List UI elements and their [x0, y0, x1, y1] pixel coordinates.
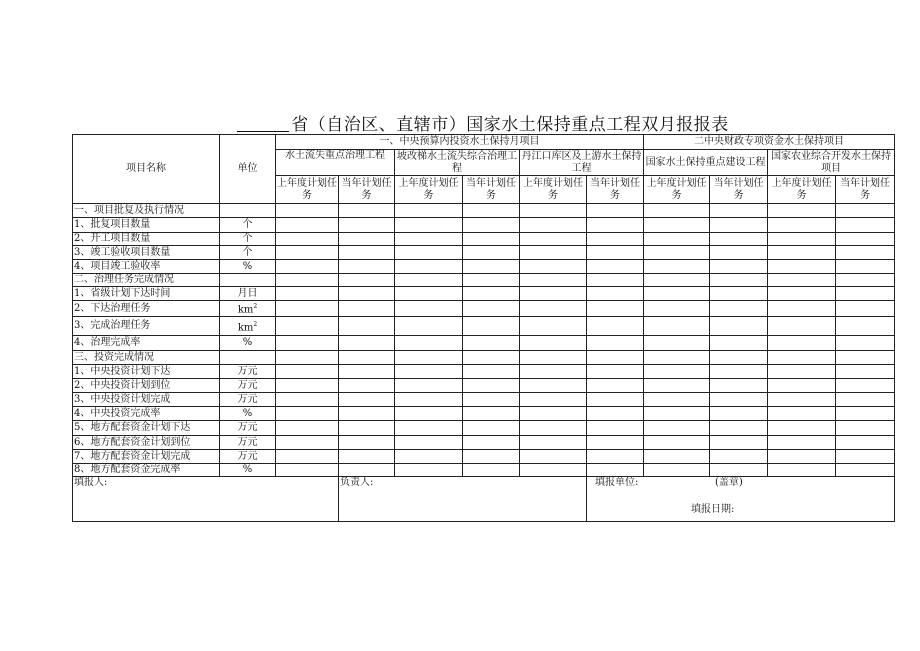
data-cell[interactable]	[276, 464, 339, 477]
data-cell[interactable]	[395, 246, 463, 260]
data-cell[interactable]	[644, 274, 710, 287]
data-cell[interactable]	[463, 421, 520, 436]
row-unit	[220, 450, 276, 464]
data-cell[interactable]	[339, 218, 395, 233]
title-text: 省（自治区、直辖市）国家水土保持重点工程双月报报表	[291, 115, 729, 135]
data-cell[interactable]	[710, 436, 768, 450]
data-cell[interactable]	[587, 393, 644, 407]
header-item-name: 项目名称	[73, 135, 220, 204]
table-row	[73, 204, 895, 218]
data-cell[interactable]	[836, 407, 895, 421]
data-cell[interactable]	[339, 246, 395, 260]
header-project-3: 丹江口库区及上游水土保持工程	[520, 150, 644, 176]
row-unit-text: 个	[242, 246, 253, 258]
data-cell[interactable]	[463, 246, 520, 260]
data-cell[interactable]	[768, 317, 836, 336]
data-cell[interactable]	[463, 260, 520, 274]
data-cell[interactable]	[644, 218, 710, 233]
row-unit-sup: 2	[253, 320, 258, 328]
data-cell[interactable]	[339, 336, 395, 351]
row-unit-sup: 2	[253, 303, 258, 310]
data-cell[interactable]	[395, 260, 463, 274]
data-cell[interactable]	[644, 407, 710, 421]
row-unit-text: %	[242, 407, 253, 419]
header-group-1: 一、中央预算内投资水土保持月项目	[276, 135, 644, 150]
data-cell[interactable]	[836, 379, 895, 393]
row-unit-text: 个	[242, 219, 253, 230]
table-row	[73, 407, 895, 421]
data-cell[interactable]	[587, 336, 644, 351]
data-cell[interactable]	[710, 260, 768, 274]
row-unit	[220, 204, 276, 218]
data-cell[interactable]	[836, 274, 895, 287]
data-cell[interactable]	[463, 287, 520, 301]
data-cell[interactable]	[644, 365, 710, 379]
row-unit	[220, 336, 276, 351]
data-cell[interactable]	[587, 287, 644, 301]
data-cell[interactable]	[276, 365, 339, 379]
data-cell[interactable]	[395, 407, 463, 421]
data-cell[interactable]	[520, 301, 587, 317]
row-name: 4、中央投资完成率	[73, 407, 220, 421]
data-cell[interactable]	[520, 393, 587, 407]
row-unit-text: 万元	[237, 450, 258, 462]
data-cell[interactable]	[395, 393, 463, 407]
row-name: 1、中央投资计划下达	[73, 365, 220, 379]
province-blank	[237, 115, 289, 132]
data-cell[interactable]	[644, 436, 710, 450]
data-cell[interactable]	[768, 464, 836, 477]
data-cell[interactable]	[644, 260, 710, 274]
data-cell[interactable]	[644, 233, 710, 246]
row-unit	[220, 464, 276, 477]
data-cell[interactable]	[587, 450, 644, 464]
data-cell[interactable]	[768, 233, 836, 246]
row-name: 1、批复项目数量	[73, 218, 220, 233]
data-cell[interactable]	[395, 365, 463, 379]
data-cell[interactable]	[710, 218, 768, 233]
header-project-4: 国家水土保持重点建设工程	[644, 150, 768, 176]
row-unit	[220, 260, 276, 274]
row-unit	[220, 407, 276, 421]
data-cell[interactable]	[768, 204, 836, 218]
header-year-task-1: 上年度计划任务	[276, 176, 339, 204]
data-cell[interactable]	[463, 450, 520, 464]
header-curr-task-3: 当年计划任务	[587, 176, 644, 204]
row-name: 3、竣工验收项目数量	[73, 246, 220, 260]
data-cell[interactable]	[276, 233, 339, 246]
data-cell[interactable]	[587, 436, 644, 450]
data-cell[interactable]	[836, 393, 895, 407]
data-cell[interactable]	[520, 351, 587, 365]
data-cell[interactable]	[768, 450, 836, 464]
row-unit	[220, 287, 276, 301]
row-unit	[220, 246, 276, 260]
row-unit-text: 万元	[237, 365, 258, 377]
row-unit	[220, 351, 276, 365]
header-year-task-3: 上年度计划任务	[520, 176, 587, 204]
data-cell[interactable]	[836, 450, 895, 464]
data-cell[interactable]	[395, 233, 463, 246]
data-cell[interactable]	[463, 379, 520, 393]
data-cell[interactable]	[768, 393, 836, 407]
data-cell[interactable]	[276, 336, 339, 351]
table-row	[73, 421, 895, 436]
row-name: 4、项目竣工验收率	[73, 260, 220, 274]
data-cell[interactable]	[836, 317, 895, 336]
data-cell[interactable]	[768, 260, 836, 274]
data-cell[interactable]	[276, 351, 339, 365]
data-cell[interactable]	[395, 351, 463, 365]
data-cell[interactable]	[836, 421, 895, 436]
data-cell[interactable]	[768, 365, 836, 379]
table-row	[73, 393, 895, 407]
header-project-2: 坡改梯水土流失综合治理工程	[395, 150, 520, 176]
row-unit	[220, 393, 276, 407]
data-cell[interactable]	[836, 351, 895, 365]
data-cell[interactable]	[836, 204, 895, 218]
data-cell[interactable]	[339, 436, 395, 450]
data-cell[interactable]	[463, 204, 520, 218]
data-cell[interactable]	[276, 379, 339, 393]
data-cell[interactable]	[395, 274, 463, 287]
header-group-2: 二中央财政专项资金水土保持项目	[644, 135, 895, 150]
unit-cell	[587, 477, 895, 522]
data-cell[interactable]	[520, 407, 587, 421]
data-cell[interactable]	[276, 317, 339, 336]
data-cell[interactable]	[710, 301, 768, 317]
row-unit-text: 个	[242, 233, 253, 244]
data-cell[interactable]	[836, 246, 895, 260]
row-name: 2、下达治理任务	[73, 301, 220, 317]
row-unit-text: %	[242, 337, 253, 349]
table-row	[73, 233, 895, 246]
row-unit-text: 万元	[237, 422, 258, 434]
data-cell[interactable]	[276, 436, 339, 450]
data-cell[interactable]	[587, 351, 644, 365]
header-unit: 单位	[220, 135, 276, 204]
responsible-cell	[339, 477, 587, 522]
data-cell[interactable]	[339, 379, 395, 393]
data-cell[interactable]	[339, 204, 395, 218]
data-cell[interactable]	[339, 274, 395, 287]
table-row	[73, 246, 895, 260]
data-cell[interactable]	[768, 301, 836, 317]
data-cell[interactable]	[710, 246, 768, 260]
data-cell[interactable]	[339, 407, 395, 421]
header-curr-task-5: 当年计划任务	[836, 176, 895, 204]
data-cell[interactable]	[520, 450, 587, 464]
header-row-1	[73, 135, 895, 150]
data-cell[interactable]	[395, 421, 463, 436]
data-cell[interactable]	[520, 336, 587, 351]
row-unit	[220, 421, 276, 436]
data-cell[interactable]	[644, 450, 710, 464]
data-cell[interactable]	[339, 351, 395, 365]
report-title	[72, 110, 894, 135]
data-cell[interactable]	[395, 379, 463, 393]
header-curr-task-2: 当年计划任务	[463, 176, 520, 204]
data-cell[interactable]	[710, 393, 768, 407]
table-row	[73, 301, 895, 317]
header-project-5: 国家农业综合开发水土保持项目	[768, 150, 895, 176]
data-cell[interactable]	[587, 379, 644, 393]
data-cell[interactable]	[836, 260, 895, 274]
data-cell[interactable]	[587, 365, 644, 379]
data-cell[interactable]	[587, 274, 644, 287]
header-year-task-5: 上年度计划任务	[768, 176, 836, 204]
data-cell[interactable]	[395, 336, 463, 351]
data-cell[interactable]	[587, 317, 644, 336]
row-name: 二、治理任务完成情况	[73, 274, 220, 287]
data-cell[interactable]	[710, 336, 768, 351]
table-row	[73, 287, 895, 301]
data-cell[interactable]	[587, 246, 644, 260]
data-cell[interactable]	[587, 218, 644, 233]
data-cell[interactable]	[644, 351, 710, 365]
data-cell[interactable]	[339, 365, 395, 379]
data-cell[interactable]	[463, 351, 520, 365]
data-cell[interactable]	[395, 301, 463, 317]
data-cell[interactable]	[644, 379, 710, 393]
row-name: 6、地方配套资金计划到位	[73, 436, 220, 450]
data-cell[interactable]	[339, 287, 395, 301]
row-unit	[220, 436, 276, 450]
row-unit	[220, 301, 276, 317]
data-cell[interactable]	[276, 301, 339, 317]
row-name: 2、开工项目数量	[73, 233, 220, 246]
data-cell[interactable]	[587, 260, 644, 274]
table-row	[73, 260, 895, 274]
data-cell[interactable]	[463, 336, 520, 351]
data-cell[interactable]	[644, 421, 710, 436]
data-cell[interactable]	[710, 274, 768, 287]
data-cell[interactable]	[710, 407, 768, 421]
data-cell[interactable]	[520, 218, 587, 233]
data-cell[interactable]	[710, 351, 768, 365]
row-unit-text: 万元	[237, 393, 258, 405]
table-row	[73, 317, 895, 336]
row-name: 1、省级计划下达时间	[73, 287, 220, 301]
row-unit-text: 月日	[237, 287, 258, 299]
date-label: 填报日期:	[691, 504, 735, 516]
data-cell[interactable]	[710, 317, 768, 336]
data-cell[interactable]	[836, 301, 895, 317]
reporter-label: 填报人:	[74, 477, 108, 489]
data-cell[interactable]	[395, 287, 463, 301]
data-cell[interactable]	[463, 317, 520, 336]
row-unit	[220, 365, 276, 379]
data-cell[interactable]	[587, 301, 644, 317]
data-cell[interactable]	[463, 301, 520, 317]
data-cell[interactable]	[395, 204, 463, 218]
data-cell[interactable]	[587, 421, 644, 436]
row-unit	[220, 233, 276, 246]
data-cell[interactable]	[276, 274, 339, 287]
data-cell[interactable]	[644, 464, 710, 477]
data-cell[interactable]	[836, 436, 895, 450]
data-cell[interactable]	[339, 393, 395, 407]
data-cell[interactable]	[710, 287, 768, 301]
data-cell[interactable]	[339, 450, 395, 464]
data-cell[interactable]	[395, 317, 463, 336]
data-cell[interactable]	[276, 218, 339, 233]
header-year-task-2: 上年度计划任务	[395, 176, 463, 204]
row-unit-text: km	[237, 304, 254, 316]
seal-label: (盖章)	[715, 477, 743, 489]
data-cell[interactable]	[836, 365, 895, 379]
data-cell[interactable]	[276, 421, 339, 436]
row-unit	[220, 218, 276, 233]
data-cell[interactable]	[587, 464, 644, 477]
data-cell[interactable]	[463, 233, 520, 246]
data-cell[interactable]	[520, 365, 587, 379]
unit-label: 填报单位:	[595, 477, 639, 489]
table-row	[73, 365, 895, 379]
data-cell[interactable]	[836, 336, 895, 351]
header-curr-task-1: 当年计划任务	[339, 176, 395, 204]
data-cell[interactable]	[520, 287, 587, 301]
data-cell[interactable]	[520, 379, 587, 393]
data-cell[interactable]	[768, 436, 836, 450]
row-name: 3、完成治理任务	[73, 317, 220, 336]
data-cell[interactable]	[587, 233, 644, 246]
row-name: 7、地方配套资金计划完成	[73, 450, 220, 464]
data-cell[interactable]	[710, 421, 768, 436]
row-unit-text: km	[237, 321, 254, 333]
data-cell[interactable]	[710, 365, 768, 379]
data-cell[interactable]	[768, 336, 836, 351]
header-curr-task-4: 当年计划任务	[710, 176, 768, 204]
table-row	[73, 218, 895, 233]
header-year-task-4: 上年度计划任务	[644, 176, 710, 204]
data-cell[interactable]	[836, 287, 895, 301]
data-cell[interactable]	[768, 379, 836, 393]
row-name: 一、项目批复及执行情况	[73, 204, 220, 218]
data-cell[interactable]	[463, 218, 520, 233]
row-name: 5、地方配套资金计划下达	[73, 421, 220, 436]
row-unit-text: %	[242, 464, 253, 476]
data-cell[interactable]	[644, 204, 710, 218]
data-cell[interactable]	[276, 287, 339, 301]
data-cell[interactable]	[768, 351, 836, 365]
row-unit-text: 万元	[237, 379, 258, 391]
data-cell[interactable]	[644, 246, 710, 260]
data-cell[interactable]	[463, 436, 520, 450]
data-cell[interactable]	[339, 301, 395, 317]
data-cell[interactable]	[276, 260, 339, 274]
row-unit	[220, 274, 276, 287]
data-cell[interactable]	[587, 204, 644, 218]
data-cell[interactable]	[463, 274, 520, 287]
data-cell[interactable]	[276, 204, 339, 218]
row-unit-text: %	[242, 260, 253, 272]
header-project-1: 水土流失重点治理工程	[276, 150, 395, 176]
data-cell[interactable]	[768, 246, 836, 260]
table-row	[73, 436, 895, 450]
row-name: 2、中央投资计划到位	[73, 379, 220, 393]
data-cell[interactable]	[339, 317, 395, 336]
row-name: 3、中央投资计划完成	[73, 393, 220, 407]
row-unit-text: 万元	[237, 436, 258, 448]
data-cell[interactable]	[644, 317, 710, 336]
data-cell[interactable]	[644, 287, 710, 301]
data-cell[interactable]	[836, 464, 895, 477]
data-cell[interactable]	[768, 421, 836, 436]
data-cell[interactable]	[276, 393, 339, 407]
data-cell[interactable]	[836, 233, 895, 246]
data-cell[interactable]	[276, 407, 339, 421]
table-row	[73, 450, 895, 464]
data-cell[interactable]	[395, 450, 463, 464]
data-cell[interactable]	[395, 436, 463, 450]
data-cell[interactable]	[710, 464, 768, 477]
table-row	[73, 379, 895, 393]
row-unit	[220, 379, 276, 393]
data-cell[interactable]	[710, 233, 768, 246]
data-cell[interactable]	[710, 204, 768, 218]
data-cell[interactable]	[520, 317, 587, 336]
data-cell[interactable]	[463, 365, 520, 379]
data-cell[interactable]	[520, 260, 587, 274]
data-cell[interactable]	[520, 274, 587, 287]
data-cell[interactable]	[644, 336, 710, 351]
data-cell[interactable]	[710, 379, 768, 393]
data-cell[interactable]	[768, 287, 836, 301]
data-cell[interactable]	[339, 260, 395, 274]
row-name: 三、投资完成情况	[73, 351, 220, 365]
signature-row	[73, 477, 895, 522]
data-cell[interactable]	[520, 204, 587, 218]
row-name: 4、治理完成率	[73, 336, 220, 351]
data-cell[interactable]	[395, 464, 463, 477]
data-cell[interactable]	[339, 464, 395, 477]
data-cell[interactable]	[768, 274, 836, 287]
data-cell[interactable]	[520, 233, 587, 246]
data-cell[interactable]	[520, 246, 587, 260]
data-cell[interactable]	[463, 464, 520, 477]
data-cell[interactable]	[339, 421, 395, 436]
responsible-label: 负责人:	[340, 477, 374, 489]
data-cell[interactable]	[836, 218, 895, 233]
data-cell[interactable]	[276, 450, 339, 464]
table-row	[73, 464, 895, 477]
table-row	[73, 351, 895, 365]
data-cell[interactable]	[463, 393, 520, 407]
data-cell[interactable]	[395, 218, 463, 233]
data-cell[interactable]	[587, 407, 644, 421]
data-cell[interactable]	[644, 393, 710, 407]
row-unit	[220, 317, 276, 336]
data-cell[interactable]	[710, 450, 768, 464]
row-name: 8、地方配套资金完成率	[73, 464, 220, 477]
reporter-cell	[73, 477, 339, 522]
data-cell[interactable]	[463, 407, 520, 421]
data-cell[interactable]	[339, 233, 395, 246]
data-cell[interactable]	[768, 407, 836, 421]
report-table	[72, 134, 895, 522]
data-cell[interactable]	[644, 301, 710, 317]
data-cell[interactable]	[276, 246, 339, 260]
data-cell[interactable]	[768, 218, 836, 233]
data-cell[interactable]	[520, 436, 587, 450]
table-row	[73, 274, 895, 287]
data-cell[interactable]	[520, 421, 587, 436]
data-cell[interactable]	[520, 464, 587, 477]
table-row	[73, 336, 895, 351]
